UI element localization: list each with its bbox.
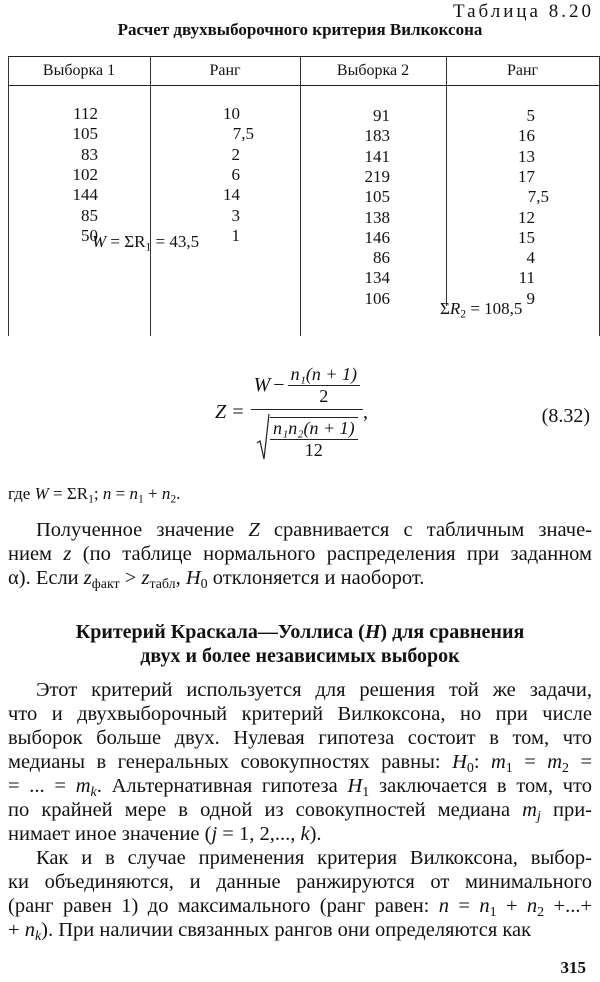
text-segment: j [536,809,541,825]
text-segment: при- [540,799,592,821]
text-segment: + [8,919,25,941]
text-segment: (ранг равен 1) до максимального (ранг равен: [8,895,439,917]
rank2-cell: 9 [526,288,535,308]
sample2-cell: 183 [364,126,390,146]
text-segment: сравнивается с табличным значе- [259,519,592,541]
table-top-border [8,56,600,57]
column-divider [8,56,9,336]
text-segment: z [63,543,72,565]
text-segment: 1 [88,492,94,506]
text-segment: 0 [200,577,208,593]
header-sample2: Выборка 2 [336,62,410,79]
text-segment: , [175,567,186,589]
text-segment: 2 [537,905,545,921]
text-segment: факт [91,577,120,593]
text-segment: = [449,895,480,917]
text-segment: n [102,484,112,503]
rank2-sum [440,299,522,319]
table-header-border [8,85,600,86]
text-segment: где [8,484,35,503]
text-segment: + [496,895,527,917]
text-line [8,846,592,870]
header-rank2: Ранг [506,62,539,79]
text-segment: 1 [362,785,370,801]
section-heading [0,620,600,668]
rank2-cell: 17 [518,166,535,186]
text-segment: H [452,751,467,773]
text-line [8,726,592,750]
text-segment: H [347,775,363,797]
text-segment: ). [309,823,322,845]
sample2-cell: 219 [364,166,390,186]
text-segment: n [24,919,35,941]
rank1-cell: 1 [231,225,240,245]
text-line [8,566,592,593]
text-segment: 2 [562,761,569,777]
rank1-cell: 10 [223,104,240,123]
text-segment: = 108,5 [466,299,523,318]
text-segment: медианы в генеральных совокупностях равны: [8,751,453,773]
text-segment: . [176,484,181,503]
formula-minus: − [273,373,285,396]
table-number: Таблица 8.20 [452,1,594,22]
formula-w: W [253,373,271,396]
text-line [8,542,592,566]
text-line [8,518,592,542]
text-segment: W [92,232,107,251]
formula-8-32 [0,352,600,472]
sqrt [256,413,358,461]
text-segment: что и двухвыборочный критерий Вилкоксона, но при числе [8,703,592,725]
text-line [8,750,593,777]
text-line [8,822,592,846]
text-segment: = [569,751,593,773]
inner-fraction [288,364,360,407]
paragraph-1 [8,518,592,593]
sample2-cell: 141 [364,146,390,166]
sample1-cell: 105 [72,124,98,144]
sample2-cell: 91 [373,106,390,125]
rank1-cell: 2 [231,144,240,164]
sqrt-numerator: n₁n₂(n + 1) [270,418,358,440]
rank2-cell: 12 [518,207,535,227]
rank2-cell: 11 [518,268,535,288]
sample1-cell: 50 [81,225,98,245]
text-segment: n [438,895,449,917]
text-segment: > [119,567,142,589]
sqrt-denominator: 12 [304,439,323,460]
text-segment: H [364,621,381,643]
text-segment: отклоняется и наоборот. [207,567,425,589]
main-fraction [251,364,363,461]
text-segment: m [490,751,506,773]
text-segment: 2 [460,307,467,321]
text-segment: = ΣR [106,232,146,251]
column-divider [446,56,447,306]
paragraph-3 [8,846,593,945]
rank1-cell: 6 [231,164,240,184]
text-segment: табл [149,577,176,593]
text-segment: 1 [505,761,513,777]
text-segment: нимает иное значение ( [8,823,212,845]
text-segment: H [185,567,201,589]
text-line [8,774,592,801]
text-line [8,678,592,702]
sample2-cell: 138 [364,207,390,227]
text-segment: W [34,484,49,503]
text-segment: ) для сравнения [380,621,525,643]
text-segment: n [161,484,171,503]
text-segment: = [512,751,548,773]
text-segment: α). Если [8,567,84,589]
text-segment: +...+ [544,895,593,917]
sample1-cell: 144 [72,185,98,205]
text-segment: по крайней мере в одной из совокупностей медиана [8,799,523,821]
text-segment: k [34,929,42,945]
rank1-cell: 14 [223,185,240,205]
text-segment: = 1, 2,..., [217,823,301,845]
text-segment: + [143,484,162,503]
sample2-cell: 86 [373,248,390,268]
column-divider [300,56,301,336]
text-segment: Критерий Краскала—Уоллиса ( [75,621,365,643]
text-line [8,702,592,726]
text-line [0,644,600,668]
table-caption: Расчет двухвыборочного критерия Вилкоксона [117,20,483,39]
text-segment: = ΣR [48,484,89,503]
text-segment: = [111,484,130,503]
text-segment: 1 [145,240,152,254]
page-number: 315 [560,958,586,977]
text-line [0,620,600,644]
text-segment: z [141,567,150,589]
text-line [8,918,592,945]
formula-lhs: Z = [215,400,245,423]
text-segment: k [90,785,97,801]
paragraph-2 [8,678,592,846]
inner-denominator: 2 [319,385,329,406]
sqrt-icon [256,413,270,461]
rank2-cell: 5 [526,106,535,125]
text-segment: 1 [137,492,144,506]
sample1-cell: 85 [81,205,98,225]
text-segment: = ... = [8,775,76,797]
header-rank1: Ранг [209,62,241,79]
rank2-cell: 13 [518,146,535,166]
text-line [8,870,592,894]
sample2-cell: 105 [364,187,390,207]
text-segment: заключается в том, что [369,775,592,797]
text-segment: R [449,299,461,318]
sample1-cell: 102 [72,164,98,184]
text-segment: Как и в случае применения критерия Вилкоксона, выбор- [36,847,592,869]
text-segment: n [526,895,538,917]
text-segment: m [547,751,563,773]
header-sample1: Выборка 1 [42,62,116,79]
text-segment: n [129,484,138,503]
text-segment: 0 [466,761,474,777]
text-segment: 2 [170,492,177,506]
rank1-cell: 7,5 [232,124,254,144]
rank2-cell: 16 [518,126,535,146]
where-line [8,484,180,504]
text-segment: Z [248,519,260,541]
text-segment: Полученное значение [36,519,249,541]
wilcoxon-table [8,56,600,336]
text-segment: = 43,5 [151,232,200,251]
text-segment: m [522,799,537,821]
text-line [8,798,592,825]
rank2-cell: 7,5 [527,187,549,207]
text-segment: Σ [440,299,450,318]
text-segment: k [300,823,310,845]
text-line [8,894,593,921]
text-segment: ; [93,484,103,503]
text-segment: 1 [489,905,497,921]
text-segment: двух и более независимых выборок [140,645,460,667]
rank2-cell: 15 [518,227,535,247]
text-segment: Этот критерий используется для решения той же задачи, [36,679,592,701]
text-segment: нием [8,543,64,565]
column-divider [150,56,151,336]
sample1-cell: 83 [81,144,98,164]
sample2-cell: 106 [364,288,390,308]
text-segment: (по таблице нормального распределения при заданном [71,543,592,565]
text-segment: выборок больше двух. Нулевая гипотеза состоит в том, что [8,727,592,749]
inner-numerator: n₁(n + 1) [288,364,360,386]
sample1-cell: 112 [73,104,98,123]
w-sum [92,232,199,252]
text-segment: z [83,567,92,589]
rank2-cell: 4 [526,248,535,268]
text-segment: m [75,775,91,797]
equation-number: (8.32) [541,405,590,427]
formula-comma: , [362,400,368,423]
text-segment: . Альтернативная гипотеза [96,775,348,797]
sample2-cell: 146 [364,227,390,247]
text-segment: : [473,751,491,773]
text-segment: j [211,823,218,845]
sample2-cell: 134 [364,268,390,288]
rank1-cell: 3 [231,205,240,225]
text-segment: n [479,895,490,917]
text-segment: ). При наличии связанных рангов они определяются как [41,919,532,941]
text-segment: ки объединяются, и данные ранжируются от минимального [8,871,592,893]
